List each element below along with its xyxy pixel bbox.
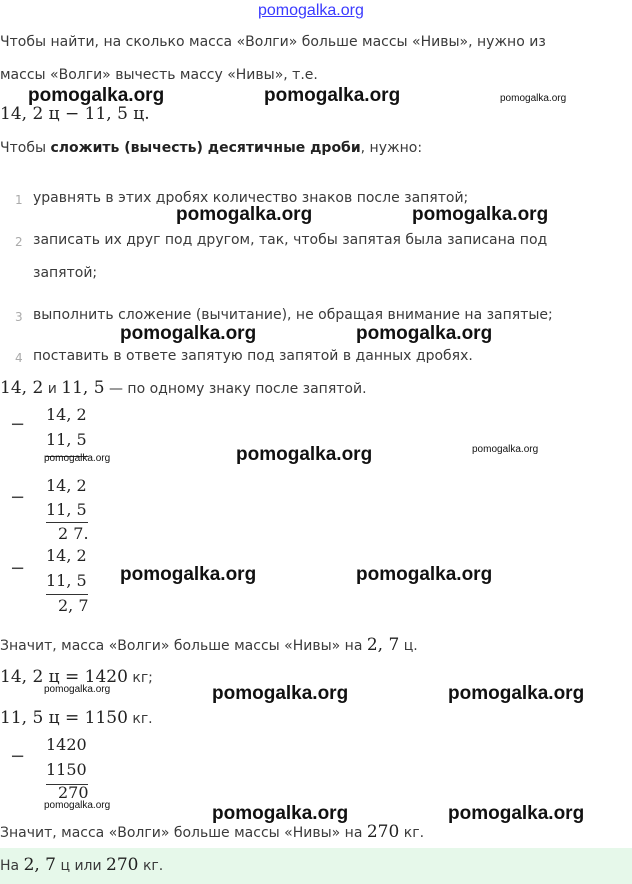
conversion-1-unit: кг; bbox=[127, 670, 153, 686]
conversion-1-expr: 14, 2 ц = 1420 bbox=[0, 667, 128, 687]
watermark-top: pomogalka.org bbox=[258, 2, 364, 19]
answer-value-1: 2, 7 bbox=[23, 855, 57, 875]
intro-line-2: массы «Волги» вычесть массу «Нивы», т.е. bbox=[0, 67, 318, 83]
watermark: pomogalka.org bbox=[44, 800, 111, 811]
conclusion-1-unit: ц. bbox=[399, 638, 418, 654]
calc3-result: 2, 7 bbox=[58, 596, 89, 615]
calc4-result: 270 bbox=[58, 783, 89, 802]
calc2-top: 14, 2 bbox=[46, 476, 87, 495]
conclusion-1-text: Значит, масса «Волги» больше массы «Нивы» на bbox=[0, 638, 367, 654]
rule-sentence bbox=[0, 140, 422, 156]
calc4-minus-sign: − bbox=[10, 746, 26, 767]
watermark: pomogalka.org bbox=[412, 204, 549, 225]
conclusion-1-value: 2, 7 bbox=[366, 635, 400, 655]
conversion-2-expr: 11, 5 ц = 1150 bbox=[0, 708, 128, 728]
step-2-text-line-1: записать их друг под другом, так, чтобы запятая была записана под bbox=[33, 232, 548, 248]
step-4-text: поставить в ответе запятую под запятой в данных дробях. bbox=[33, 348, 473, 364]
step-2-text-line-2: запятой; bbox=[33, 265, 98, 281]
calc2-result: 2 7. bbox=[58, 524, 89, 543]
calc2-bottom: 11, 5 bbox=[46, 500, 87, 519]
note-and: и bbox=[43, 381, 62, 397]
calc4-top: 1420 bbox=[46, 735, 87, 754]
intro-line-1: Чтобы найти, на сколько масса «Волги» больше массы «Нивы», нужно из bbox=[0, 34, 546, 50]
watermark: pomogalka.org bbox=[500, 93, 567, 104]
calc1-minus-sign: − bbox=[10, 414, 26, 435]
calc3-rule bbox=[46, 594, 88, 595]
answer-line bbox=[0, 855, 163, 875]
calc1-bottom: 11, 5 bbox=[46, 430, 87, 449]
conversion-2 bbox=[0, 708, 153, 728]
calc3-top: 14, 2 bbox=[46, 546, 87, 565]
watermark: pomogalka.org bbox=[212, 803, 349, 824]
watermark: pomogalka.org bbox=[356, 564, 493, 585]
conclusion-2-value: 270 bbox=[366, 822, 400, 842]
watermark: pomogalka.org bbox=[356, 323, 493, 344]
calc3-minus-sign: − bbox=[10, 558, 26, 579]
calc4-bottom: 1150 bbox=[46, 760, 87, 779]
watermark: pomogalka.org bbox=[120, 564, 257, 585]
rule-prefix: Чтобы bbox=[0, 140, 51, 156]
step-3-number: 3 bbox=[15, 310, 23, 324]
watermark: pomogalka.org bbox=[176, 204, 313, 225]
answer-value-2: 270 bbox=[106, 855, 139, 875]
step-2-number: 2 bbox=[15, 235, 23, 249]
note-b: 11, 5 bbox=[61, 378, 105, 398]
answer-box bbox=[0, 848, 632, 884]
rule-bold: сложить (вычесть) десятичные дроби bbox=[50, 140, 361, 156]
conclusion-2 bbox=[0, 822, 424, 842]
conclusion-2-unit: кг. bbox=[399, 825, 425, 841]
watermark: pomogalka.org bbox=[236, 444, 373, 465]
conversion-2-unit: кг. bbox=[127, 711, 153, 727]
conclusion-2-text: Значит, масса «Волги» больше массы «Нивы» на bbox=[0, 825, 367, 841]
answer-unit: кг. bbox=[138, 858, 164, 874]
watermark: pomogalka.org bbox=[212, 683, 349, 704]
answer-mid: ц или bbox=[56, 858, 107, 874]
watermark: pomogalka.org bbox=[44, 684, 111, 695]
calc3-bottom: 11, 5 bbox=[46, 571, 87, 590]
step-1-text: уравнять в этих дробях количество знаков после запятой; bbox=[33, 190, 469, 206]
note-line bbox=[0, 378, 367, 398]
note-a: 14, 2 bbox=[0, 378, 44, 398]
watermark: pomogalka.org bbox=[448, 803, 585, 824]
calc2-minus-sign: − bbox=[10, 487, 26, 508]
calc2-rule bbox=[46, 522, 88, 523]
watermark: pomogalka.org bbox=[472, 444, 539, 455]
intro-expression: 14, 2 ц − 11, 5 ц. bbox=[0, 104, 150, 124]
watermark: pomogalka.org bbox=[120, 323, 257, 344]
calc1-top: 14, 2 bbox=[46, 405, 87, 424]
step-3-text: выполнить сложение (вычитание), не обращая внимание на запятые; bbox=[33, 307, 553, 323]
rule-suffix: , нужно: bbox=[360, 140, 423, 156]
step-4-number: 4 bbox=[15, 351, 23, 365]
step-1-number: 1 bbox=[15, 193, 23, 207]
watermark: pomogalka.org bbox=[448, 683, 585, 704]
note-text: — по одному знаку после запятой. bbox=[104, 381, 367, 397]
conclusion-1 bbox=[0, 635, 418, 655]
watermark: pomogalka.org bbox=[28, 85, 165, 106]
watermark: pomogalka.org bbox=[44, 453, 111, 464]
watermark: pomogalka.org bbox=[264, 85, 401, 106]
answer-prefix: На bbox=[0, 858, 24, 874]
